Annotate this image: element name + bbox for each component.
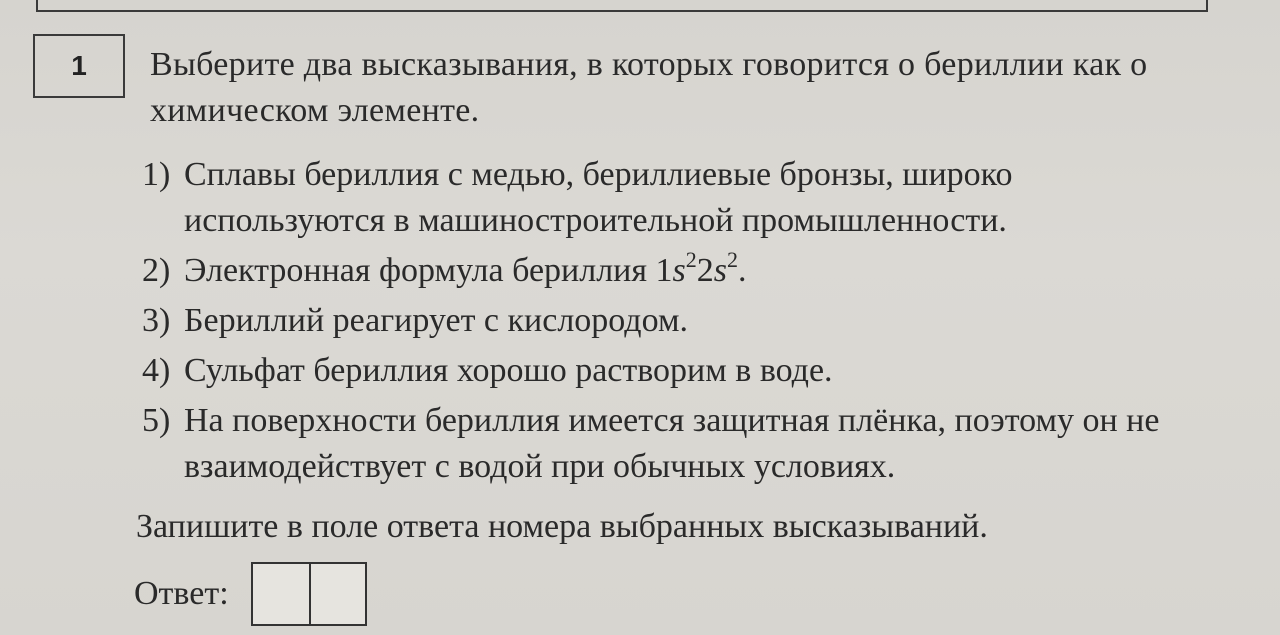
task-number-box (33, 34, 125, 98)
option-text: На поверхности бериллия имеется защитная плёнка, поэтому он не взаимодействует с водой при обычных условиях. (184, 402, 1160, 485)
option-4 (142, 348, 1222, 394)
option-5 (142, 398, 1222, 490)
option-number: 3) (142, 302, 171, 339)
option-3 (142, 298, 1222, 344)
answer-cell-2[interactable] (309, 564, 365, 624)
answer-instruction: Запишите в поле ответа номера выбранных высказываний. (136, 508, 988, 545)
option-text: Сульфат бериллия хорошо растворим в воде. (184, 352, 833, 389)
option-text: Сплавы бериллия с медью, бериллиевые бронзы, широко используются в машиностроительной промышленности. (184, 156, 1013, 239)
answer-label: Ответ: (134, 575, 229, 612)
option-number: 5) (142, 402, 171, 439)
electron-formula: $1s^22s^2$. (655, 247, 747, 289)
options-list (142, 152, 1222, 494)
answer-field[interactable] (251, 562, 367, 626)
option-text-line (184, 248, 1222, 294)
previous-task-frame (36, 0, 1208, 12)
answer-cell-1[interactable] (253, 564, 309, 624)
option-1 (142, 152, 1222, 244)
option-number: 1) (142, 156, 171, 193)
option-number: 4) (142, 352, 171, 389)
answer-row (134, 562, 367, 626)
question-text: Выберите два высказывания, в которых говорится о бериллии как о химическом элементе. (150, 46, 1148, 129)
option-text: Бериллий реагирует с кислородом. (184, 302, 688, 339)
task-number: 1 (71, 50, 87, 81)
option-text: Электронная формула бериллия (184, 252, 648, 289)
option-2 (142, 248, 1222, 294)
option-number: 2) (142, 252, 171, 289)
